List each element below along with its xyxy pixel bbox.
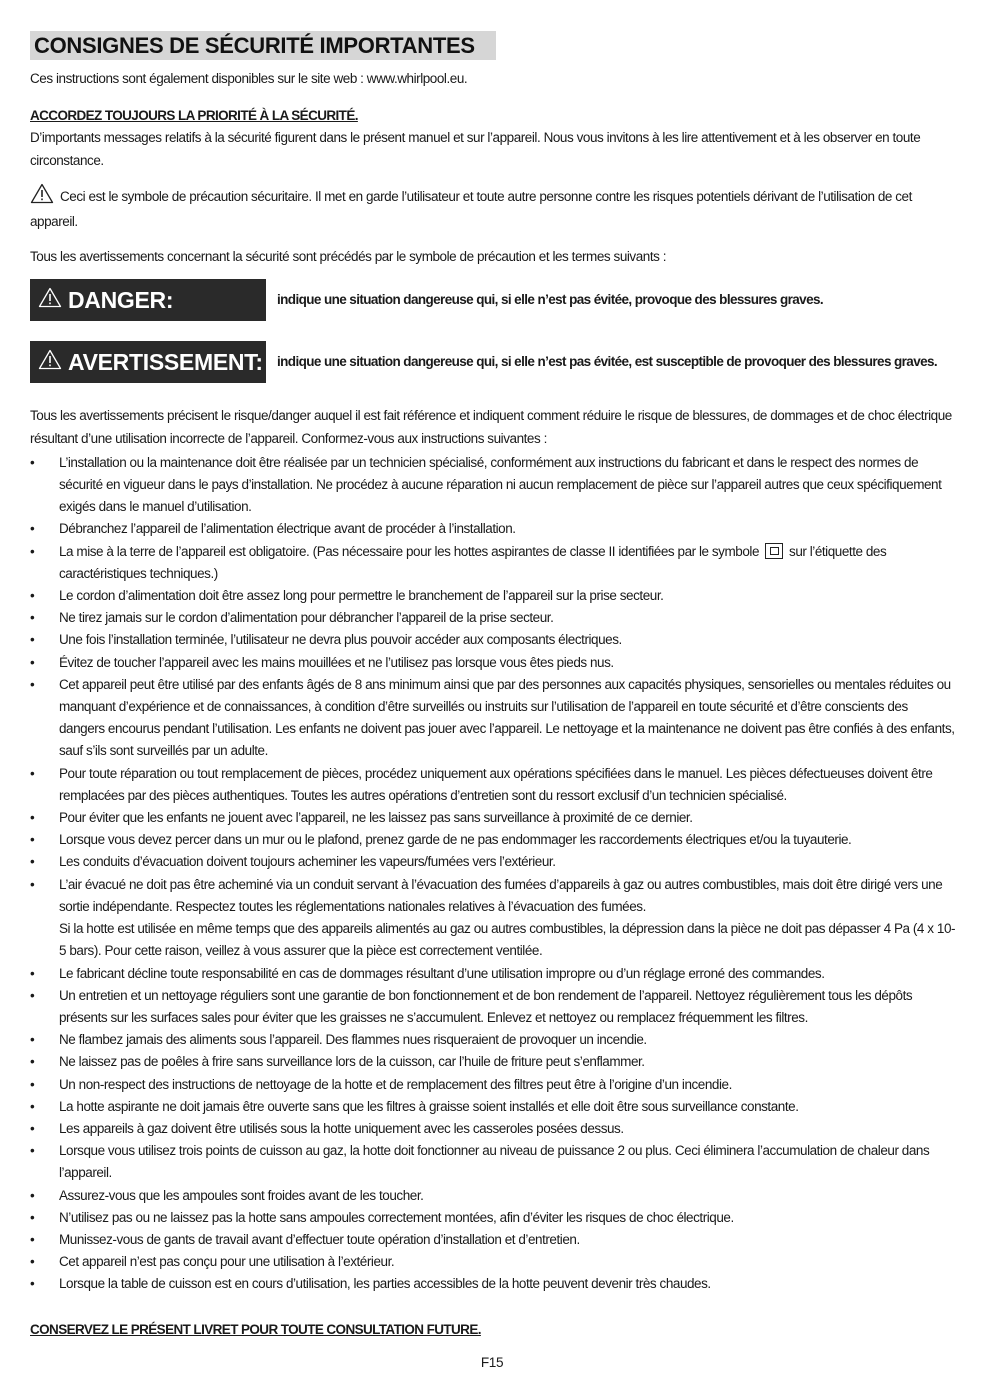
list-item: • Une fois l’installation terminée, l’utilisateur ne devra plus pouvoir accéder aux composants électriques. — [30, 632, 622, 648]
list-item: • Ne flambez jamais des aliments sous l’appareil. Des flammes nues risqueraient de provoquer un incendie. — [30, 1032, 647, 1048]
page-title: CONSIGNES DE SÉCURITÉ IMPORTANTES — [30, 31, 496, 60]
list-item: • Cet appareil n’est pas conçu pour une utilisation à l’extérieur. — [30, 1254, 395, 1270]
list-item: • Le cordon d’alimentation doit être assez long pour permettre le branchement de l’appareil sur la prise secteur. — [30, 588, 664, 604]
intro-text: Ces instructions sont également disponibles sur le site web : www.whirlpool.eu. — [30, 71, 468, 86]
all-warnings-text: Tous les avertissements concernant la sécurité sont précédés par le symbole de précaution et les termes suivants : — [30, 249, 667, 265]
list-item: • Débranchez l’appareil de l’alimentation électrique avant de procéder à l’installation. — [30, 521, 516, 537]
list-item: • Le fabricant décline toute responsabilité en cas de dommages résultant d’une utilisation impropre ou d’un réglage erroné des commandes. — [30, 965, 825, 981]
warning-description: indique une situation dangereuse qui, si elle n’est pas évitée, est susceptible de provoquer des blessures graves. — [277, 354, 938, 370]
list-item: • Lorsque la table de cuisson est en cours d’utilisation, les parties accessibles de la hotte peuvent devenir très chaudes. — [30, 1276, 711, 1292]
class-ii-symbol-icon — [765, 543, 783, 559]
safety-instructions-list — [30, 452, 956, 1296]
list-item: • Pour toute réparation ou tout remplacement de pièces, procédez uniquement aux opérations spécifiées dans le manuel. Les pièces défectueuses doivent être remplacées par des pièces authentiques. Toutes les autres opérations d’entretien sont du ressort exclusif d’un technicien spécialisé. — [30, 765, 933, 803]
danger-label: DANGER: — [68, 286, 174, 313]
list-item: • La hotte aspirante ne doit jamais être ouverte sans que les filtres à graisse soient installés et elle doit être sous surveillance constante. — [30, 1098, 799, 1114]
danger-badge — [30, 279, 266, 321]
warning-label: AVERTISSEMENT: — [68, 348, 263, 375]
priority-text: D’importants messages relatifs à la sécurité figurent dans le présent manuel et sur l’appareil. Nous vous invitons à les lire attentivement et à les observer en toute circonstance. — [30, 130, 921, 168]
list-item: • Lorsque vous devez percer dans un mur ou le plafond, prenez garde de ne pas endommager les raccordements électriques et/ou la tuyauterie. — [30, 832, 852, 848]
warning-badge — [30, 341, 266, 383]
caution-paragraph — [30, 183, 956, 233]
list-item: • Les appareils à gaz doivent être utilisés sous la hotte uniquement avec les casseroles posées dessus. — [30, 1120, 624, 1136]
list-item: • N’utilisez pas ou ne laissez pas la hotte sans ampoules correctement montées, afin d’éviter les risques de choc électrique. — [30, 1209, 734, 1225]
list-item: • L’installation ou la maintenance doit être réalisée par un technicien spécialisé, conformément aux instructions du fabricant et dans le respect des normes de sécurité en vigueur dans le pays d’installation. Ne procédez à aucune réparation ni aucun remplacement de pièce sur l’appareil autres que ceux spécifiquement exigés dans le manuel d’utilisation. — [30, 454, 942, 515]
priority-heading: ACCORDEZ TOUJOURS LA PRIORITÉ À LA SÉCURITÉ. — [30, 108, 358, 124]
list-item: • Évitez de toucher l’appareil avec les mains mouillées et ne l’utilisez pas lorsque vous êtes pieds nus. — [30, 654, 614, 670]
list-item: • Un non-respect des instructions de nettoyage de la hotte et de remplacement des filtres peut être à l’origine d’un incendie. — [30, 1076, 732, 1092]
list-item: • La mise à la terre de l’appareil est obligatoire. (Pas nécessaire pour les hottes aspirantes de classe II identifiées par le symbole sur l’étiquette des caractéristiques techniques.) — [30, 543, 887, 581]
list-item: • Assurez-vous que les ampoules sont froides avant de les toucher. — [30, 1187, 424, 1203]
list-item: • Ne laissez pas de poêles à frire sans surveillance lors de la cuisson, car l’huile de friture peut s’enflammer. — [30, 1054, 645, 1070]
list-item: • Ne tirez jamais sur le cordon d’alimentation pour débrancher l’appareil de la prise secteur. — [30, 610, 554, 626]
list-item: • Les conduits d’évacuation doivent toujours acheminer les vapeurs/fumées vers l’extérieur. — [30, 854, 556, 870]
page-number: F15 — [480, 1355, 504, 1370]
danger-description: indique une situation dangereuse qui, si elle n’est pas évitée, provoque des blessures graves. — [277, 292, 824, 308]
warning-triangle-icon — [30, 183, 54, 211]
keep-booklet-note: CONSERVEZ LE PRÉSENT LIVRET POUR TOUTE CONSULTATION FUTURE. — [30, 1321, 481, 1337]
precise-text: Tous les avertissements précisent le risque/danger auquel il est fait référence et indiquent comment réduire le risque de blessures, de dommages et de choc électrique résultant d’une utilisation incorrecte de l’appareil. Conformez-vous aux instructions suivantes : — [30, 408, 952, 446]
caution-text: Ceci est le symbole de précaution sécuritaire. Il met en garde l’utilisateur et toute autre personne contre les risques potentiels dérivant de l’utilisation de cet appareil. — [30, 188, 912, 230]
warning-triangle-icon — [38, 287, 62, 314]
list-item: • Pour éviter que les enfants ne jouent avec l’appareil, ne les laissez pas sans surveillance à proximité de ce dernier. — [30, 810, 693, 826]
list-item: • Cet appareil peut être utilisé par des enfants âgés de 8 ans minimum ainsi que par des personnes aux capacités physiques, sensorielles ou mentales réduites ou manquant d’expérience et de connaissances, à condition d’être surveillés ou instruits sur l’utilisation de l’appareil en toute sécurité et d’être conscients des dangers encourus pendant l’utilisation. Les enfants ne doivent pas jouer avec l’appareil. Le nettoyage et la maintenance ne doivent pas être confiés à des enfants, sauf s’ils sont surveillés par un adulte. — [30, 676, 955, 759]
list-item: • Lorsque vous utilisez trois points de cuisson au gaz, la hotte doit fonctionner au niveau de puissance 2 ou plus. Ceci éliminera l’accumulation de chaleur dans l’appareil. — [30, 1143, 930, 1181]
warning-triangle-icon — [38, 349, 62, 376]
list-item: • L’air évacué ne doit pas être acheminé via un conduit servant à l’évacuation des fumées d’appareils à gaz ou autres combustibles, mais doit être dirigé vers une sortie indépendante. Respectez toutes les réglementations nationales relatives à l’évacuation des fumées. Si la hotte est utilisée en même temps que des appareils alimentés au gaz ou autres combustibles, la dépression dans la pièce ne doit pas dépasser 4 Pa (4 x 10-5 bars). Pour cette raison, veillez à vous assurer que la pièce est correctement ventilée. — [30, 876, 956, 959]
danger-row — [30, 279, 956, 321]
list-item: • Un entretien et un nettoyage réguliers sont une garantie de bon fonctionnement et de bon rendement de l’appareil. Nettoyez régulièrement tous les dépôts présents sur les surfaces sales pour éviter que les graisses ne s’accumulent. Enlevez et nettoyez ou remplacez fréquemment les filtres. — [30, 987, 913, 1025]
list-item: • Munissez-vous de gants de travail avant d’effectuer toute opération d’installation et d’entretien. — [30, 1231, 580, 1247]
document-page — [30, 31, 956, 1341]
warning-row — [30, 341, 956, 383]
